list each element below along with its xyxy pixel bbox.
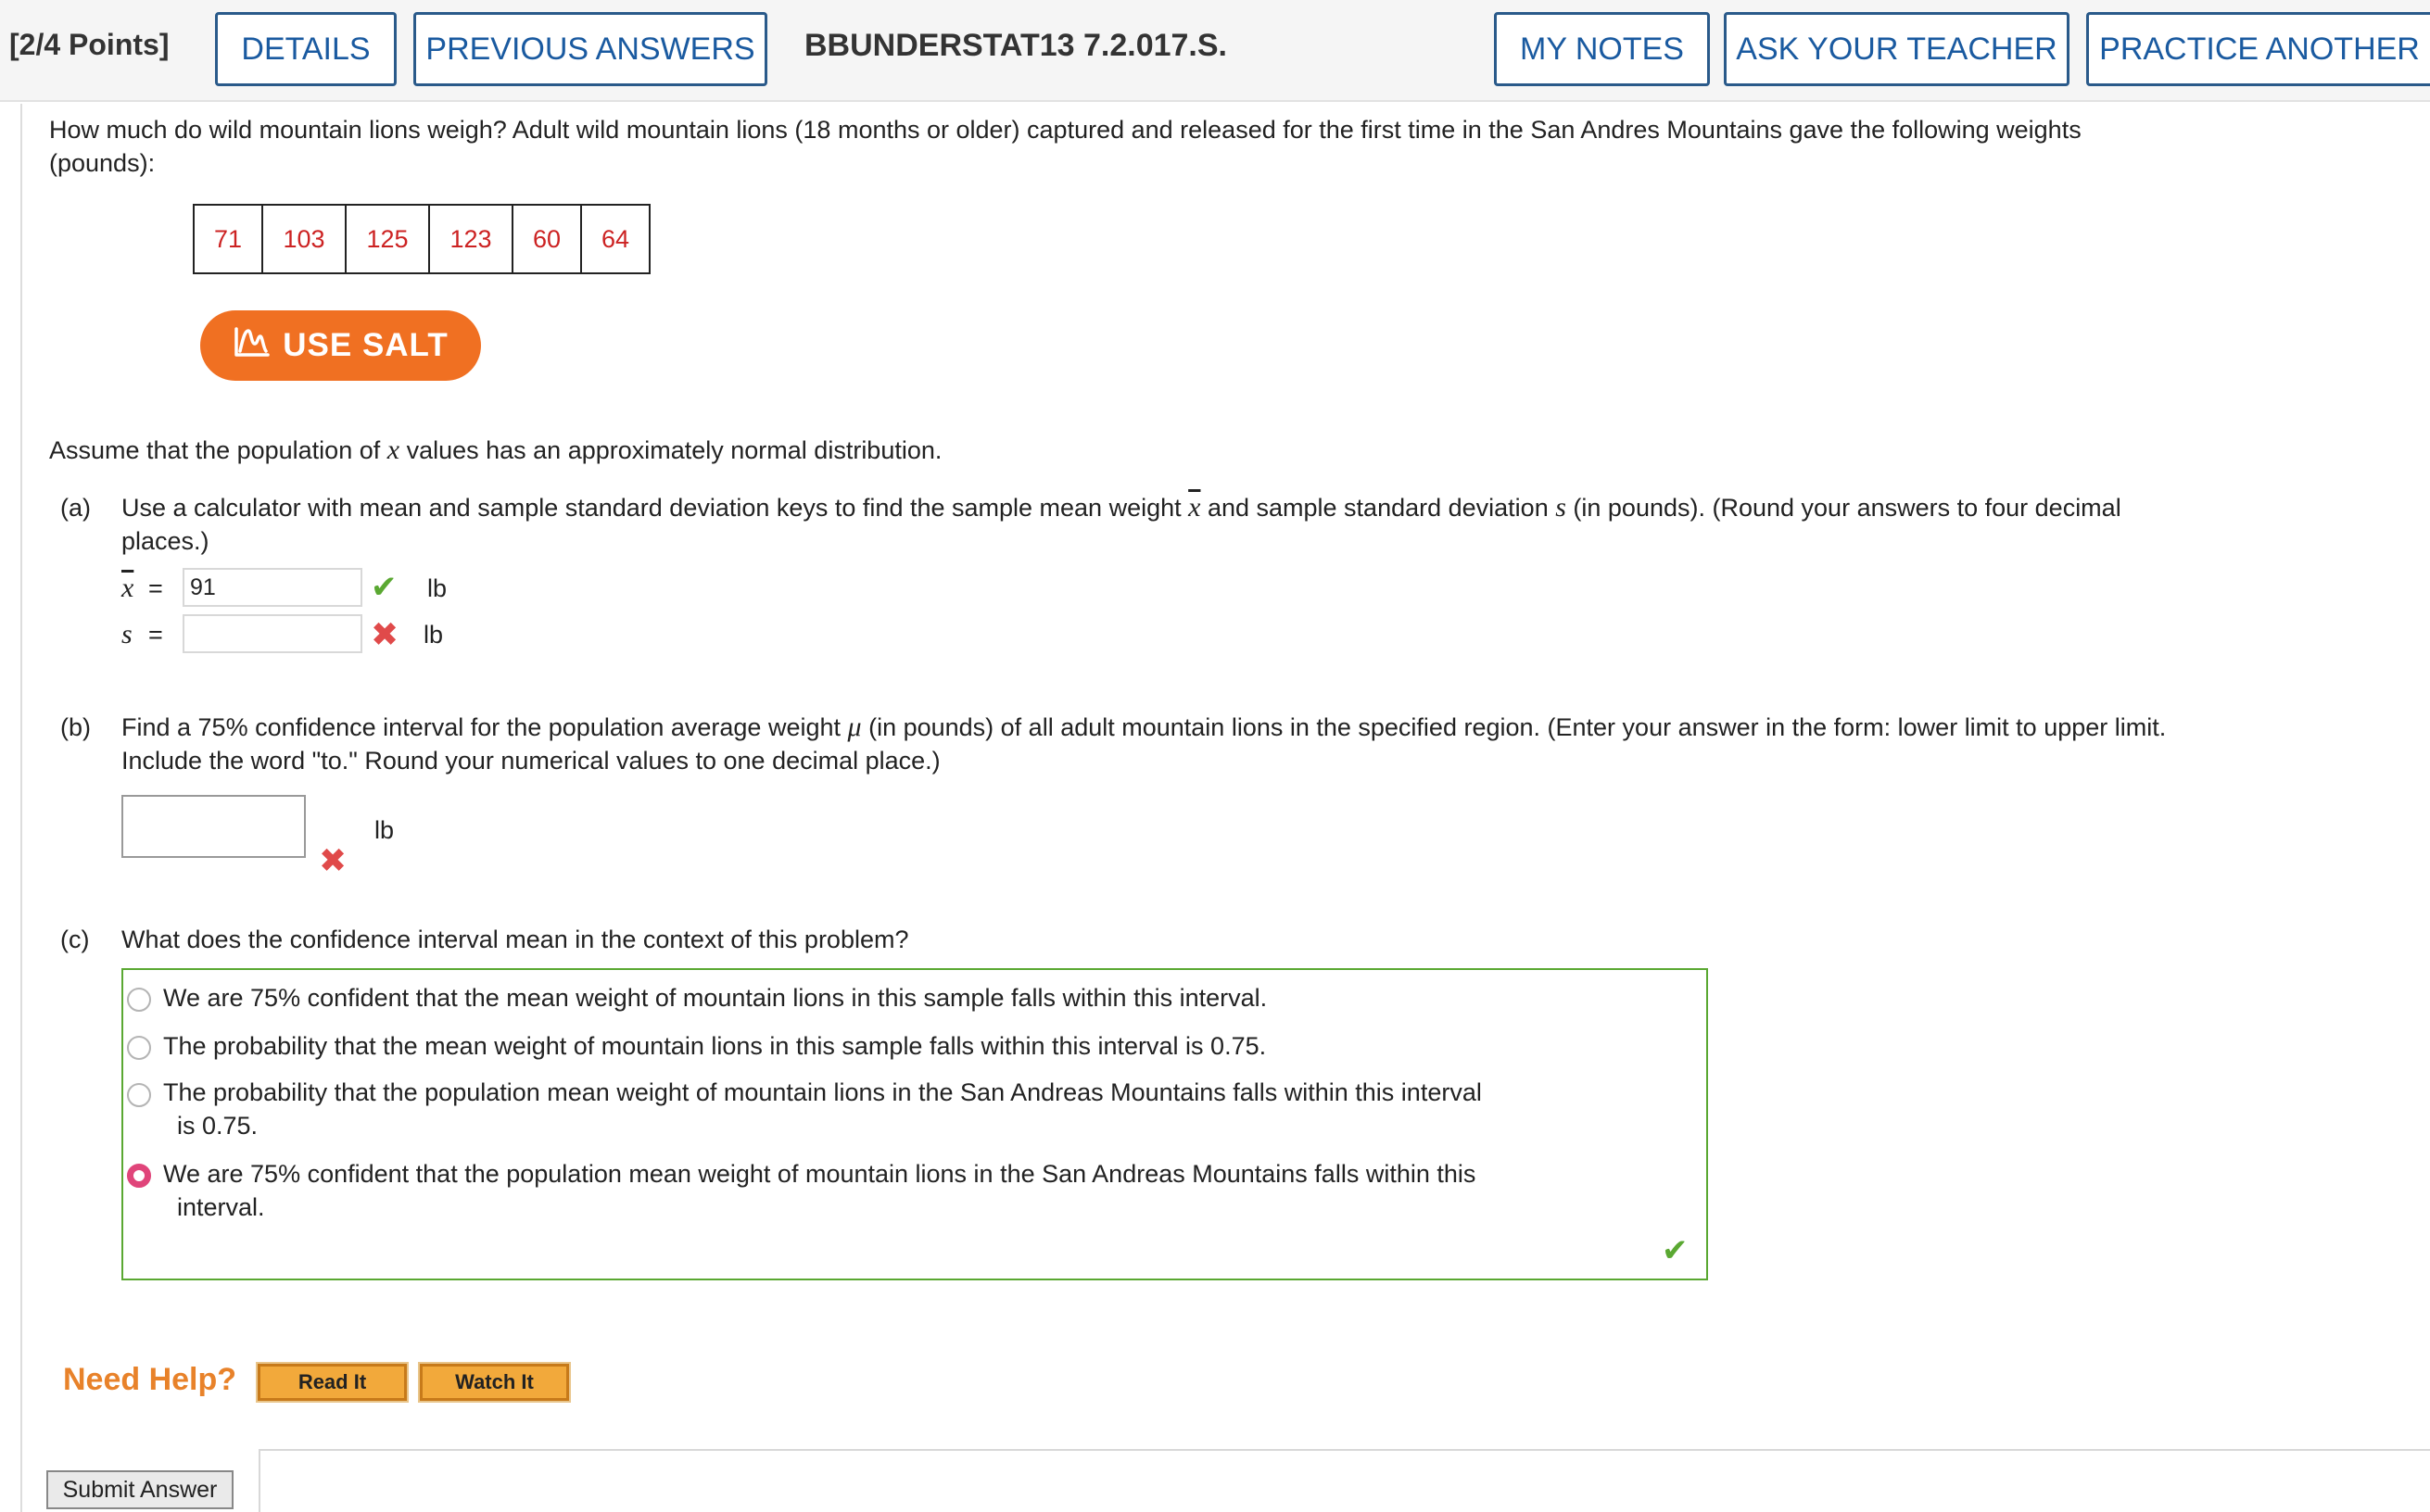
- s-equals: =: [148, 621, 163, 649]
- interval-input[interactable]: [121, 795, 306, 858]
- cross-icon: ✖: [371, 615, 399, 653]
- option-1-text: We are 75% confident that the mean weight of mountain lions in this sample falls within this interval.: [163, 984, 1268, 1012]
- radio-option-3[interactable]: [127, 1083, 151, 1107]
- part-b-label: (b): [60, 713, 91, 741]
- watch-it-button[interactable]: Watch It: [420, 1364, 569, 1401]
- details-button[interactable]: DETAILS: [215, 12, 397, 86]
- points-label: [2/4 Points]: [9, 28, 170, 61]
- s-symbol: s: [121, 619, 133, 649]
- question-header: [0, 0, 2430, 102]
- salt-label: USE SALT: [283, 327, 449, 363]
- data-cell: 103: [262, 205, 346, 273]
- bottom-panel: [259, 1449, 2430, 1512]
- radio-option-1[interactable]: [127, 988, 151, 1012]
- part-b-text-line2: Include the word "to." Round your numerical values to one decimal place.): [121, 747, 941, 775]
- submit-answer-button[interactable]: Submit Answer: [46, 1470, 234, 1509]
- xbar-unit: lb: [427, 574, 448, 602]
- check-icon: ✔: [1662, 1233, 1689, 1268]
- xbar-equals: =: [148, 574, 163, 602]
- cross-icon: ✖: [319, 841, 348, 879]
- option-3-text-line2: is 0.75.: [177, 1112, 259, 1140]
- salt-chart-icon: [233, 325, 270, 367]
- question-code: BBUNDERSTAT13 7.2.017.S.: [804, 28, 1227, 63]
- weights-data-table: [193, 204, 651, 274]
- data-cell: 123: [429, 205, 513, 273]
- check-icon: ✔: [371, 570, 398, 605]
- practice-another-button[interactable]: PRACTICE ANOTHER: [2086, 12, 2430, 86]
- xbar-symbol: $\overline{x}$: [121, 573, 134, 603]
- xbar-input[interactable]: 91: [183, 568, 362, 607]
- read-it-button[interactable]: Read It: [258, 1364, 407, 1401]
- data-cell: 71: [194, 205, 262, 273]
- previous-answers-button[interactable]: PREVIOUS ANSWERS: [413, 12, 767, 86]
- option-4-text: We are 75% confident that the population mean weight of mountain lions in the San Andreas Mountains falls within this: [163, 1160, 1476, 1188]
- s-input[interactable]: [183, 614, 362, 653]
- part-a-text-line2: places.): [121, 527, 209, 555]
- answer-choices-box: [121, 968, 1708, 1280]
- ask-teacher-button[interactable]: ASK YOUR TEACHER: [1724, 12, 2069, 86]
- part-b-text: Find a 75% confidence interval for the population average weight μ (in pounds) of all adult mountain lions in the specified region. (Enter your answer in the form: lower limit to upper limit.: [121, 712, 2167, 742]
- assumption-text: Assume that the population of x values has an approximately normal distribution.: [49, 435, 943, 465]
- radio-option-4-selected[interactable]: [127, 1164, 151, 1188]
- part-a-label: (a): [60, 494, 91, 522]
- data-cell: 125: [346, 205, 429, 273]
- option-2-text: The probability that the mean weight of mountain lions in this sample falls within this interval is 0.75.: [163, 1032, 1267, 1060]
- option-3-text: The probability that the population mean weight of mountain lions in the San Andreas Mountains falls within this interval: [163, 1078, 1482, 1106]
- option-4-text-line2: interval.: [177, 1193, 265, 1221]
- need-help-label: Need Help?: [63, 1362, 237, 1397]
- part-c-label: (c): [60, 926, 90, 953]
- use-salt-button[interactable]: [200, 310, 481, 381]
- data-cell: 60: [513, 205, 581, 273]
- part-c-text: What does the confidence interval mean in the context of this problem?: [121, 926, 909, 953]
- my-notes-button[interactable]: MY NOTES: [1494, 12, 1710, 86]
- question-intro-line2: (pounds):: [49, 149, 156, 177]
- left-divider: [20, 104, 22, 1512]
- interval-unit: lb: [374, 816, 395, 844]
- part-a-text: Use a calculator with mean and sample standard deviation keys to find the sample mean weight $\overline{x}$ and sample standard deviation s (in pounds). (Round your answers to four decimal: [121, 492, 2121, 523]
- radio-option-2[interactable]: [127, 1036, 151, 1060]
- s-unit: lb: [424, 621, 444, 649]
- data-cell: 64: [581, 205, 650, 273]
- question-intro-line1: How much do wild mountain lions weigh? Adult wild mountain lions (18 months or older) captured and released for the first time in the San Andres Mountains gave the following weights: [49, 116, 2082, 144]
